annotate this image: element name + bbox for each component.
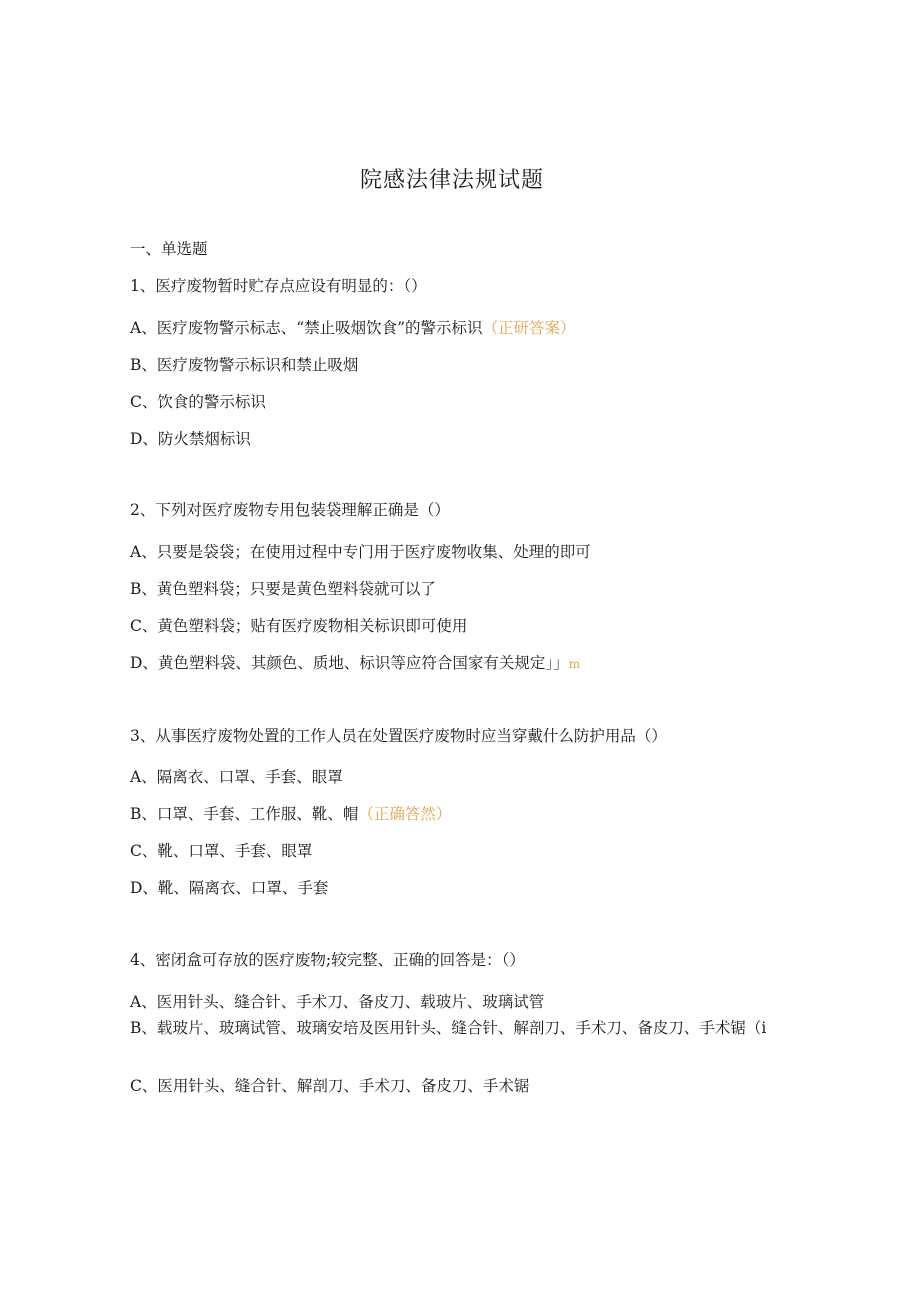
answer-mark: （正研答案） [482, 319, 576, 337]
question-3-option-d: D、靴、隔离衣、口罩、手套 [130, 879, 329, 897]
option-text: B、口罩、手套、工作服、靴、帽 [130, 805, 359, 823]
question-2-option-c: C、黄色塑料袋；贴有医疗废物相关标识即可使用 [130, 617, 468, 635]
option-text: D、黄色塑料袋、其颜色、质地、标识等应符合国家有关规定」」 [130, 654, 569, 672]
question-1-stem: 1、医疗废物暂时贮存点应设有明显的：（） [130, 277, 427, 295]
question-3-option-b [130, 802, 451, 824]
answer-mark: （正确答然） [358, 805, 452, 823]
option-text: A、医疗废物警示标志、“禁止吸烟饮食”的警示标识 [130, 319, 483, 337]
question-2-option-d [130, 651, 580, 673]
question-3-option-a: A、隔离衣、口罩、手套、眼罩 [130, 768, 343, 786]
answer-mark: m [568, 657, 581, 671]
question-1-option-b: B、医疗废物警示标识和禁止吸烟 [130, 356, 359, 374]
page-title: 院感法律法规试题 [359, 168, 544, 193]
question-1-option-c: C、饮食的警示标识 [130, 393, 266, 411]
question-4-option-b: B、载玻片、玻璃试管、玻璃安培及医用针头、缝合针、解剖刀、手术刀、备皮刀、手术锯（i [130, 1019, 767, 1037]
question-4-option-a: A、医用针头、缝合针、手术刀、备皮刀、载玻片、玻璃试管 [130, 993, 545, 1011]
section-heading: 一、单选题 [130, 240, 208, 258]
question-4-option-c: C、医用针头、缝合针、解剖刀、手术刀、备皮刀、手术锯 [130, 1077, 530, 1095]
question-2-stem: 2、下列对医疗废物专用包装袋理解正确是（） [130, 501, 450, 519]
question-2-option-a: A、只要是袋袋；在使用过程中专门用于医疗废物收集、处理的即可 [130, 543, 591, 561]
question-4-stem: 4、密闭盒可存放的医疗废物;较完整、正确的回答是：（） [130, 951, 525, 969]
question-3-stem: 3、从事医疗废物处置的工作人员在处置医疗废物时应当穿戴什么防护用品（） [130, 727, 667, 745]
question-1-option-a [130, 316, 576, 338]
question-3-option-c: C、靴、口罩、手套、眼罩 [130, 842, 313, 860]
question-2-option-b: B、黄色塑料袋；只要是黄色塑料袋就可以了 [130, 580, 436, 598]
question-1-option-d: D、防火禁烟标识 [130, 430, 251, 448]
